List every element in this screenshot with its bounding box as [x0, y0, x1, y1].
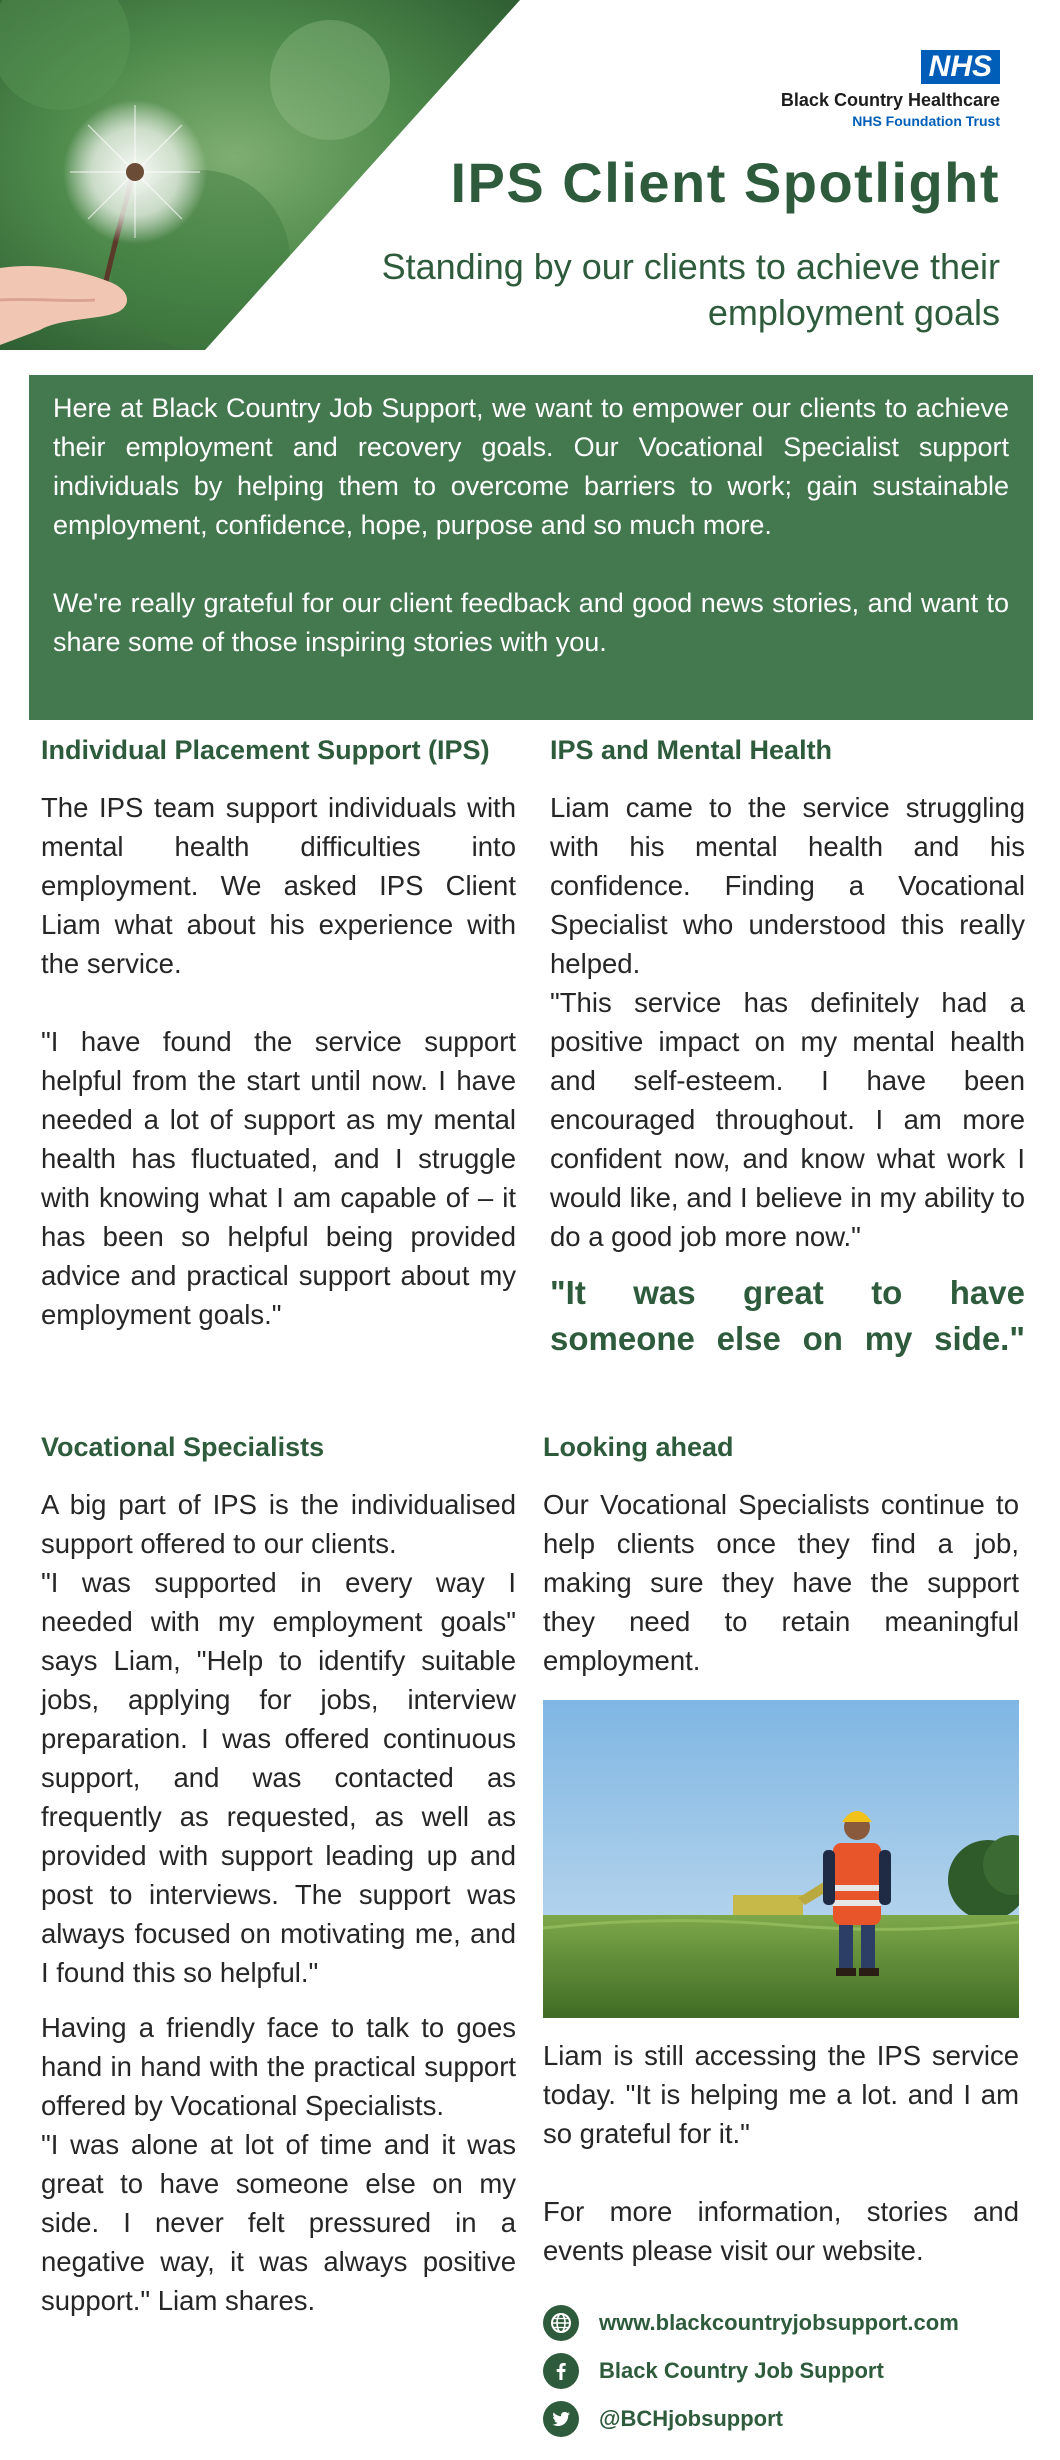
looking-ahead-paragraph-3: For more information, stories and events please visit our website.: [543, 2196, 1019, 2266]
vocational-paragraph-2: Having a friendly face to talk to goes hand in hand with the practical support offered by Vocational Specialists.: [41, 2012, 516, 2121]
section-vocational-body: [41, 1485, 516, 2320]
ips-quote: "I have found the service support helpful from the start until now. I have needed a lot of support as my mental health has fluctuated, and I struggle with knowing what I am capable of – it has been so helpful being provided advice and practical support about my employment goals.": [41, 1026, 516, 1330]
globe-icon: [543, 2305, 579, 2341]
vocational-quote-1: "I was supported in every way I needed with my employment goals" says Liam, "Help to identify suitable jobs, applying for jobs, interview preparation. I was offered continuous support, and was contacted as frequently as requested, as well as provided with support leading up and post to interviews. The support was always focused on motivating me, and I found this so helpful.": [41, 1567, 516, 1988]
twitter-icon: [543, 2401, 579, 2437]
facebook-link[interactable]: Black Country Job Support: [599, 2358, 884, 2383]
highlight-quote: "It was great to have someone else on my side.": [550, 1274, 1025, 1357]
section-title-mental-health: IPS and Mental Health: [550, 735, 833, 765]
page-subtitle: Standing by our clients to achieve their employment goals: [381, 246, 1000, 333]
twitter-link[interactable]: @BCHjobsupport: [599, 2406, 783, 2431]
section-ips: [41, 735, 516, 1334]
intro-paragraph-1: Here at Black Country Job Support, we want to empower our clients to achieve their employment and recovery goals. Our Vocational Specialist support individuals by helping them to overcome barriers to work; gain sustainable employment, confidence, hope, purpose and so much more.: [53, 393, 1009, 540]
page-title: IPS Client Spotlight: [450, 151, 1000, 214]
ips-paragraph-1: The IPS team support individuals with mental health difficulties into employment. We asked IPS Client Liam what about his experience with the service.: [41, 792, 516, 979]
looking-ahead-paragraph-2: Liam is still accessing the IPS service today. "It is helping me a lot. and I am so grateful for it.": [543, 2040, 1019, 2149]
intro-box: [29, 375, 1033, 720]
contact-list: [543, 2305, 1019, 2449]
section-title-ips: Individual Placement Support (IPS): [41, 735, 490, 765]
contact-facebook[interactable]: [543, 2353, 1019, 2389]
vocational-paragraph-1: A big part of IPS is the individualised support offered to our clients.: [41, 1489, 516, 1559]
facebook-icon: [543, 2353, 579, 2389]
section-ips-body: [41, 788, 516, 1334]
section-title-looking-ahead: Looking ahead: [543, 1432, 734, 1462]
intro-paragraph-2: We're really grateful for our client feedback and good news stories, and want to share some of those inspiring stories with you.: [53, 588, 1009, 657]
section-looking-ahead: [543, 1432, 1019, 1680]
nhs-badge: NHS: [921, 50, 1000, 84]
vocational-quote-2: "I was alone at lot of time and it was great to have someone else on my side. I never felt pressured in a negative way, it was always positive support." Liam shares.: [41, 2129, 516, 2316]
contact-website[interactable]: [543, 2305, 1019, 2341]
section-title-vocational: Vocational Specialists: [41, 1432, 325, 1462]
section-mental-health: [550, 735, 1025, 1362]
website-link[interactable]: www.blackcountryjobsupport.com: [599, 2310, 959, 2335]
mental-health-paragraph-1: Liam came to the service struggling with his mental health and his confidence. Finding a Vocational Specialist who understood this really helped.: [550, 792, 1025, 979]
looking-ahead-paragraph-1: Our Vocational Specialists continue to help clients once they find a job, making sure they have the support they need to retain meaningful employment.: [543, 1489, 1019, 1676]
mental-health-quote: "This service has definitely had a positive impact on my mental health and self-esteem. I have been encouraged throughout. I am more confident now, and know what work I would like, and I believe in my ability to do a good job more now.": [550, 987, 1025, 1252]
org-name: Black Country Healthcare: [780, 90, 1000, 110]
section-mental-health-body: [550, 788, 1025, 1256]
contact-twitter[interactable]: [543, 2401, 1019, 2437]
nhs-trust-logo: [781, 50, 1000, 129]
org-subtitle: NHS Foundation Trust: [852, 113, 1000, 129]
looking-ahead-body: [543, 2036, 1019, 2270]
section-vocational: [41, 1432, 516, 2320]
worker-walking-photo: [543, 1700, 1019, 2018]
